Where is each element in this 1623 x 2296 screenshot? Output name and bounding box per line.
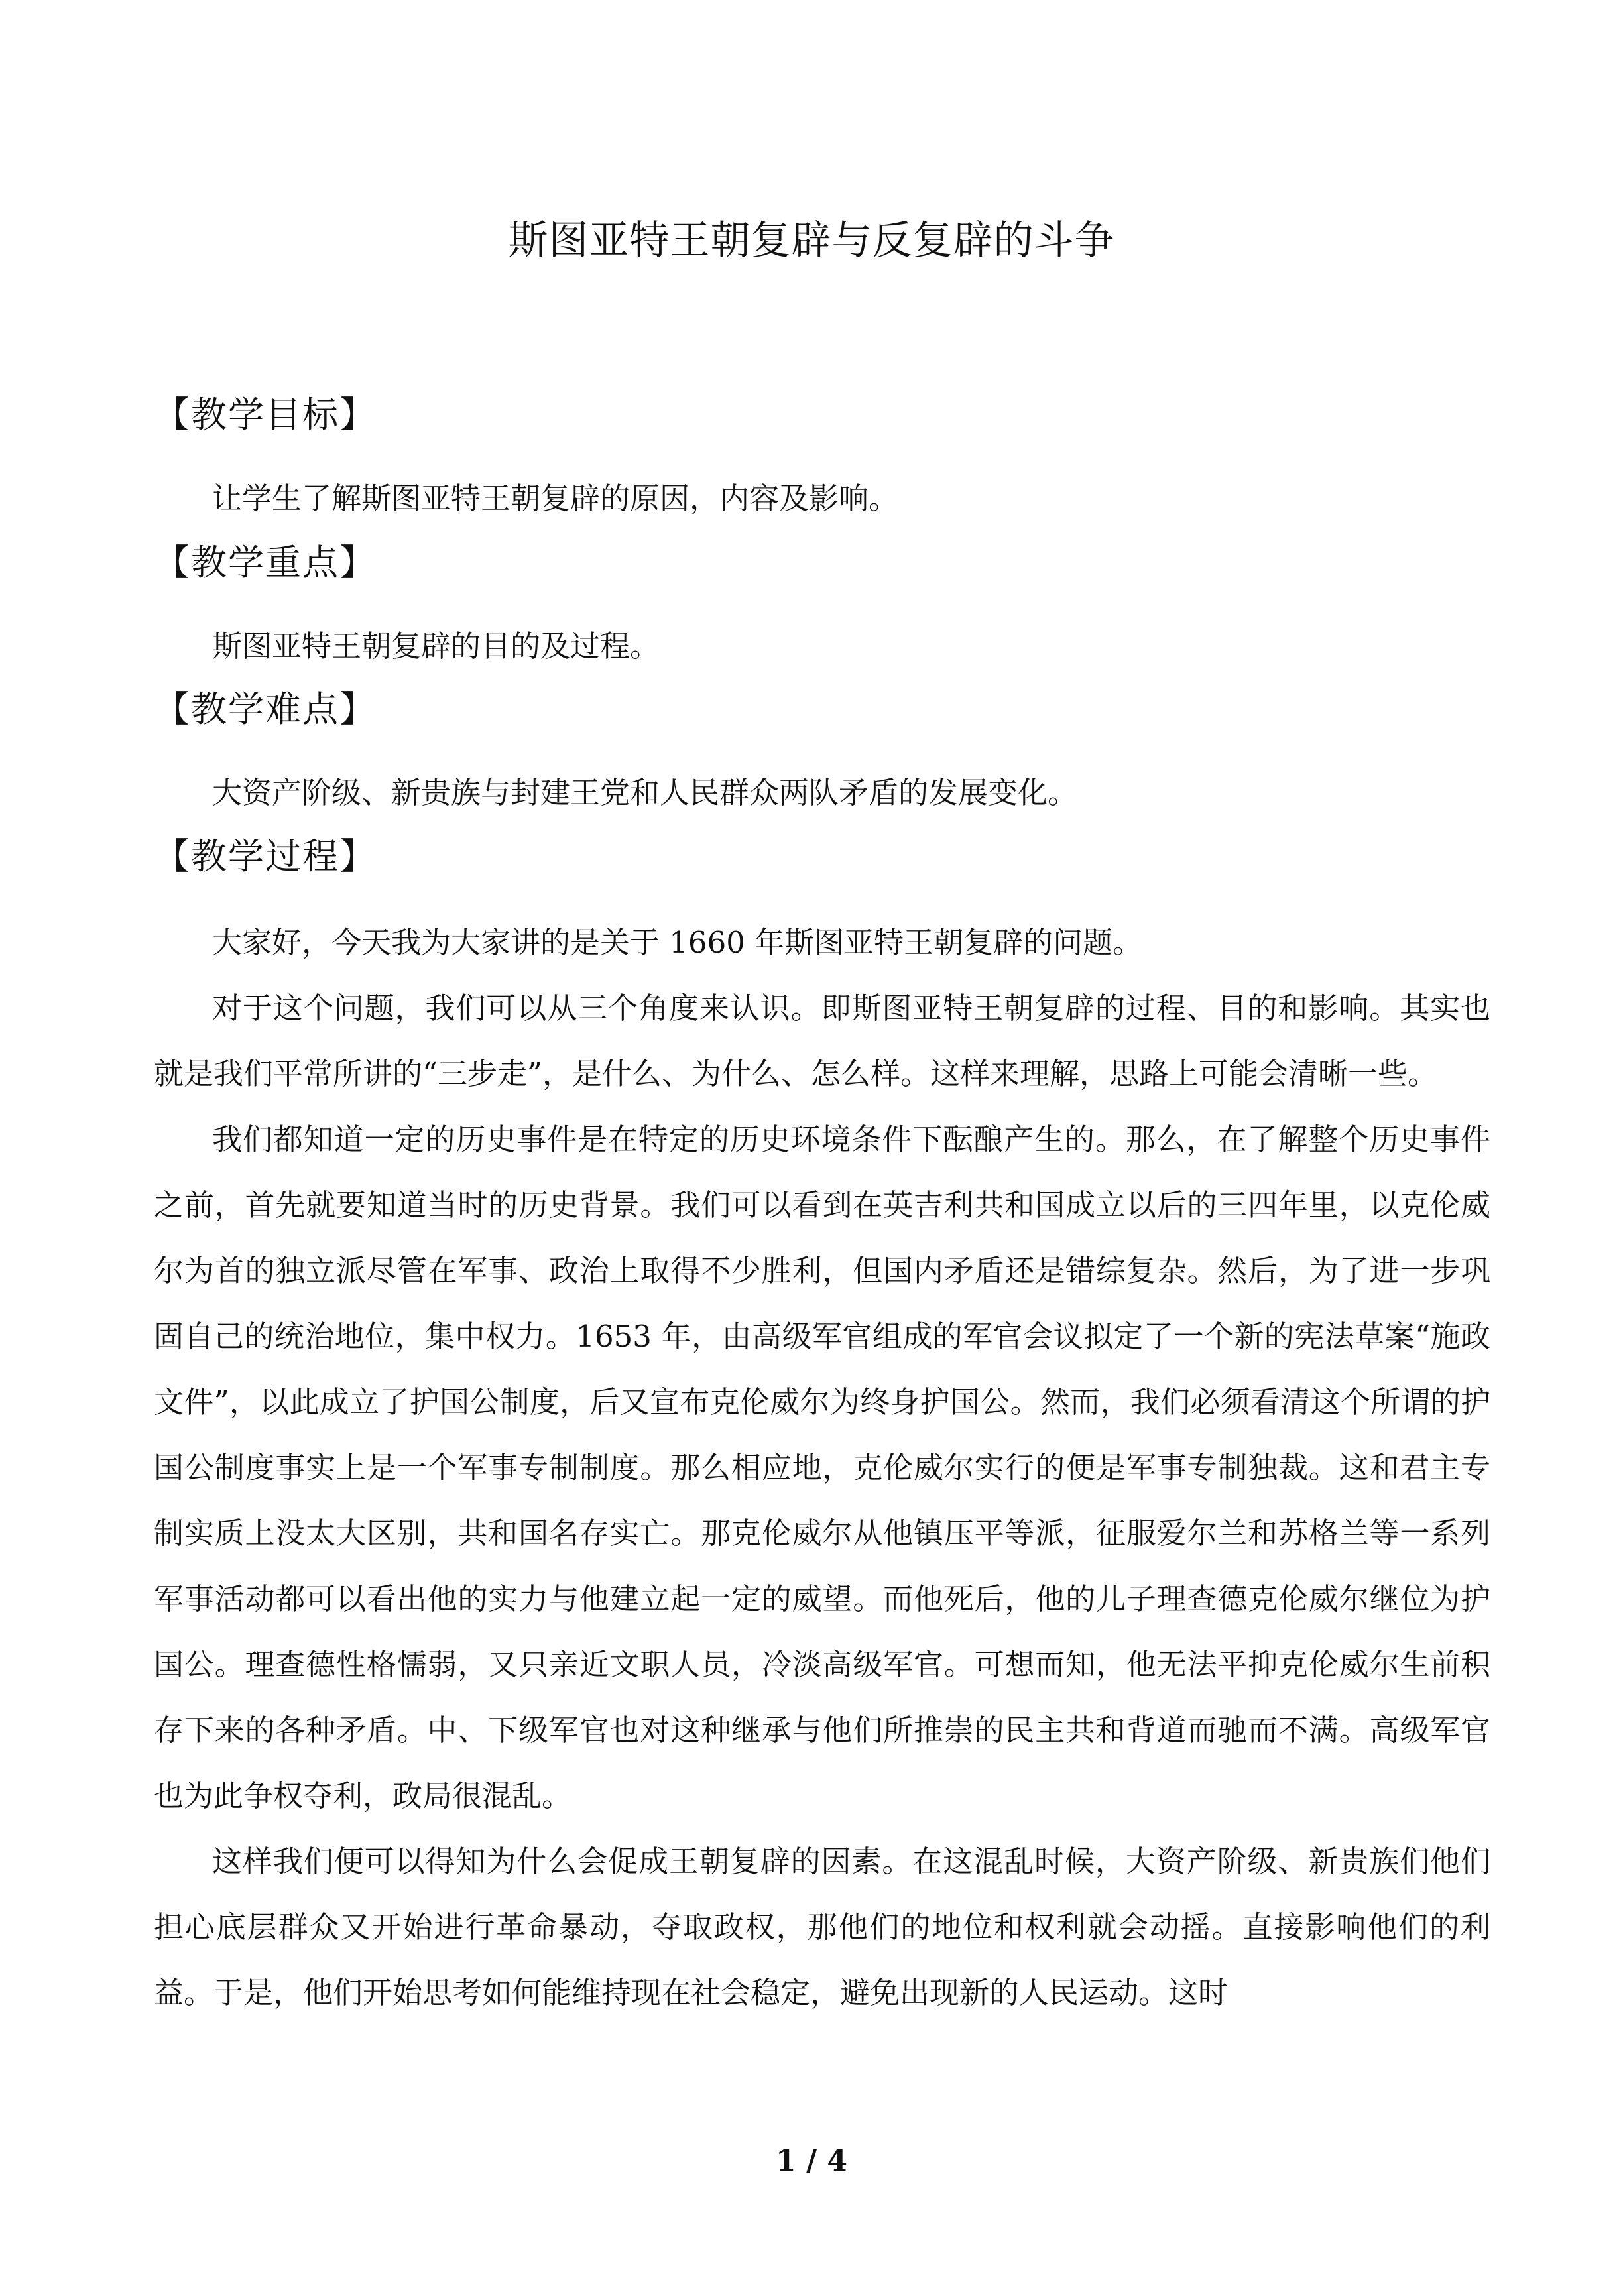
- process-paragraph: 我们都知道一定的历史事件是在特定的历史环境条件下酝酿产生的。那么，在了解整个历史事件之前，首先就要知道当时的历史背景。我们可以看到在英吉利共和国成立以后的三四年里，以克伦威尔为首的独立派尽管在军事、政治上取得不少胜利，但国内矛盾还是错综复杂。然后，为了进一步巩固自己的统治地位，集中权力。1653 年，由高级军官组成的军官会议拟定了一个新的宪法草案“施政文件”，以此成立了护国公制度，后又宣布克伦威尔为终身护国公。然而，我们必须看清这个所谓的护国公制度事实上是一个军事专制制度。那么相应地，克伦威尔实行的便是军事专制独裁。这和君主专制实质上没太大区别，共和国名存实亡。那克伦威尔从他镇压平等派，征服爱尔兰和苏格兰等一系列军事活动都可以看出他的实力与他建立起一定的威望。而他死后，他的儿子理查德克伦威尔继位为护国公。理查德性格懦弱，又只亲近文职人员，冷淡高级军官。可想而知，他无法平抑克伦威尔生前积存下来的各种矛盾。中、下级军官也对这种继承与他们所推崇的民主共和背道而驰而不满。高级军官也为此争权夺利，政局很混乱。: [154, 1122, 1490, 1813]
- heading-teaching-process: 【教学过程】: [154, 835, 377, 877]
- difficulties-text: 大资产阶级、新贵族与封建王党和人民群众两队矛盾的发展变化。: [212, 775, 1078, 810]
- process-paragraph: 对于这个问题，我们可以从三个角度来认识。即斯图亚特王朝复辟的过程、目的和影响。其实也就是我们平常所讲的“三步走”，是什么、为什么、怎么样。这样来理解，思路上可能会清晰一些。: [154, 991, 1490, 1091]
- heading-teaching-key-points: 【教学重点】: [154, 542, 377, 583]
- heading-teaching-difficulties: 【教学难点】: [154, 688, 377, 730]
- objectives-text: 让学生了解斯图亚特王朝复辟的原因，内容及影响。: [212, 481, 899, 516]
- page-number: 1 / 4: [776, 2144, 847, 2178]
- heading-teaching-objectives: 【教学目标】: [154, 394, 377, 436]
- process-paragraph: 这样我们便可以得知为什么会促成王朝复辟的因素。在这混乱时候，大资产阶级、新贵族们他们担心底层群众又开始进行革命暴动，夺取政权，那他们的地位和权利就会动摇。直接影响他们的利益。于是，他们开始思考如何能维持现在社会稳定，避免出现新的人民运动。这时: [154, 1844, 1490, 2010]
- key-points-text: 斯图亚特王朝复辟的目的及过程。: [212, 629, 660, 664]
- document-title: 斯图亚特王朝复辟与反复辟的斗争: [508, 217, 1115, 264]
- process-paragraph: 大家好，今天我为大家讲的是关于 1660 年斯图亚特王朝复辟的问题。: [212, 925, 1143, 960]
- process-body: [154, 910, 1490, 2025]
